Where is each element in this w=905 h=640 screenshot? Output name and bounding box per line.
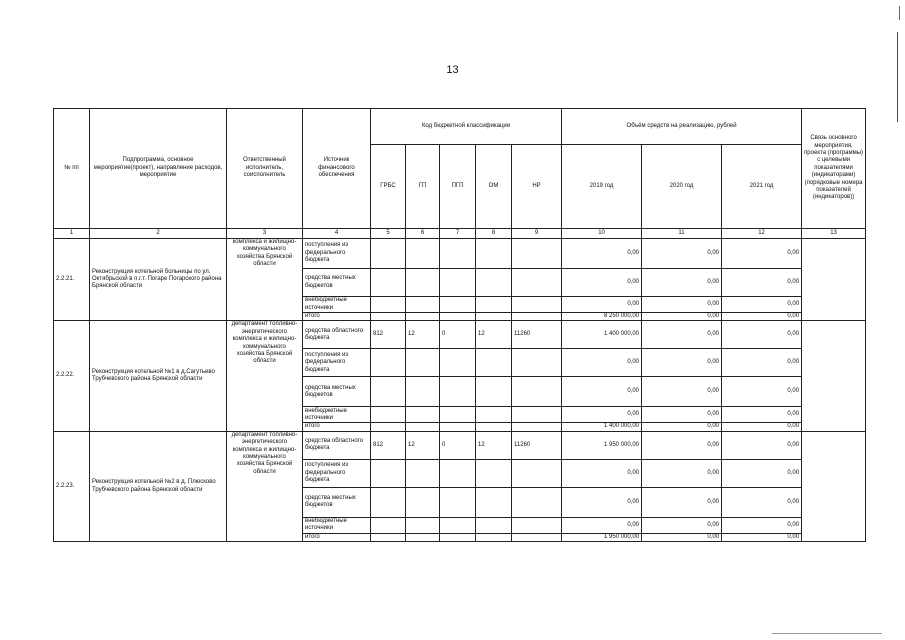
amount-2019-cell: 0,00 — [562, 407, 642, 423]
amount-2021-cell: 0,00 — [722, 377, 802, 407]
source-cell: средства местных бюджетов — [303, 377, 371, 407]
amount-2019-cell: 0,00 — [562, 459, 642, 487]
group-responsible: департамент топливно-энергетического комплекса и жилищно-коммунального хозяйства Брянской области — [227, 321, 303, 431]
amount-2020-cell: 0,00 — [642, 423, 722, 431]
header-gp: ГП — [406, 145, 440, 229]
amount-2020-cell: 0,00 — [642, 407, 722, 423]
source-cell: итого — [303, 313, 371, 321]
column-index: 8 — [476, 229, 512, 239]
amount-2019-cell: 1 950 000,00 — [562, 533, 642, 541]
header-2020: 2020 год — [642, 145, 722, 229]
om-cell: 12 — [476, 431, 512, 459]
pgp-cell — [440, 239, 476, 269]
amount-2021-cell: 0,00 — [722, 487, 802, 517]
pgp-cell — [440, 297, 476, 313]
table-header — [54, 109, 866, 239]
pgp-cell — [440, 377, 476, 407]
header-source: Источник финансового обеспечения — [303, 109, 371, 229]
group-responsible: комплекса и жилищно-коммунального хозяйства Брянской области — [227, 239, 303, 321]
scan-speck — [772, 633, 882, 634]
nr-cell — [512, 377, 562, 407]
column-index: 4 — [303, 229, 371, 239]
group-name: Реконструкция котельной №1 в д.Сагутьево Трубчевского района Брянской области — [90, 321, 227, 431]
table-row — [54, 431, 866, 459]
pgp-cell: 0 — [440, 431, 476, 459]
indicator-link-cell — [802, 239, 866, 321]
gp-cell: 12 — [406, 321, 440, 349]
grbs-cell — [371, 517, 406, 533]
om-cell: 12 — [476, 321, 512, 349]
om-cell — [476, 269, 512, 297]
grbs-cell — [371, 459, 406, 487]
nr-cell — [512, 269, 562, 297]
amount-2020-cell: 0,00 — [642, 459, 722, 487]
nr-cell — [512, 459, 562, 487]
amount-2019-cell: 8 250 000,00 — [562, 313, 642, 321]
gp-cell — [406, 349, 440, 377]
gp-cell — [406, 377, 440, 407]
gp-cell — [406, 517, 440, 533]
grbs-cell — [371, 487, 406, 517]
amount-2021-cell: 0,00 — [722, 321, 802, 349]
om-cell — [476, 349, 512, 377]
amount-2019-cell: 0,00 — [562, 487, 642, 517]
source-cell: внебюджетные источники — [303, 407, 371, 423]
source-cell: поступления из федерального бюджета — [303, 239, 371, 269]
header-volume: Объём средств на реализацию, рублей — [562, 109, 802, 145]
amount-2020-cell: 0,00 — [642, 349, 722, 377]
nr-cell: 11260 — [512, 321, 562, 349]
pgp-cell — [440, 349, 476, 377]
nr-cell — [512, 297, 562, 313]
amount-2019-cell: 1 400 000,00 — [562, 321, 642, 349]
header-subprogram: Подпрограмма, основное мероприятие(проект), направление расходов, мероприятие — [90, 109, 227, 229]
pgp-cell — [440, 269, 476, 297]
column-index: 6 — [406, 229, 440, 239]
gp-cell — [406, 407, 440, 423]
amount-2021-cell: 0,00 — [722, 459, 802, 487]
gp-cell — [406, 423, 440, 431]
source-cell: средства местных бюджетов — [303, 487, 371, 517]
nr-cell — [512, 313, 562, 321]
nr-cell — [512, 349, 562, 377]
pgp-cell — [440, 533, 476, 541]
column-index: 12 — [722, 229, 802, 239]
group-name: Реконструкция котельной больницы по ул. Октябрьской в п.г.т. Погаре Погарского района Брянской области — [90, 239, 227, 321]
header-om: ОМ — [476, 145, 512, 229]
column-index: 1 — [54, 229, 90, 239]
column-index: 13 — [802, 229, 866, 239]
grbs-cell — [371, 423, 406, 431]
grbs-cell — [371, 349, 406, 377]
amount-2020-cell: 0,00 — [642, 517, 722, 533]
column-index: 7 — [440, 229, 476, 239]
grbs-cell — [371, 377, 406, 407]
grbs-cell — [371, 297, 406, 313]
pgp-cell: 0 — [440, 321, 476, 349]
amount-2019-cell: 1 400 000,00 — [562, 423, 642, 431]
grbs-cell: 812 — [371, 431, 406, 459]
column-index: 10 — [562, 229, 642, 239]
pgp-cell — [440, 407, 476, 423]
source-cell: поступления из федерального бюджета — [303, 459, 371, 487]
group-number: 2.2.23. — [54, 431, 90, 541]
amount-2020-cell: 0,00 — [642, 239, 722, 269]
nr-cell: 11260 — [512, 431, 562, 459]
gp-cell — [406, 487, 440, 517]
amount-2019-cell: 1 950 000,00 — [562, 431, 642, 459]
indicator-link-cell — [802, 321, 866, 431]
gp-cell — [406, 313, 440, 321]
gp-cell — [406, 239, 440, 269]
pgp-cell — [440, 517, 476, 533]
column-index: 2 — [90, 229, 227, 239]
source-cell: внебюджетные источники — [303, 297, 371, 313]
gp-cell — [406, 459, 440, 487]
amount-2021-cell: 0,00 — [722, 297, 802, 313]
source-cell: поступления из федерального бюджета — [303, 349, 371, 377]
header-link: Связь основного мероприятия, проекта (программы) с целевыми показателями (индикаторами) (порядковые номера показателей (индикаторов)) — [802, 109, 866, 229]
om-cell — [476, 517, 512, 533]
header-2021: 2021 год — [722, 145, 802, 229]
table-row — [54, 239, 866, 269]
amount-2021-cell: 0,00 — [722, 431, 802, 459]
amount-2021-cell: 0,00 — [722, 239, 802, 269]
amount-2021-cell: 0,00 — [722, 269, 802, 297]
nr-cell — [512, 517, 562, 533]
scan-edge-mark — [897, 32, 898, 122]
amount-2019-cell: 0,00 — [562, 517, 642, 533]
nr-cell — [512, 407, 562, 423]
grbs-cell — [371, 313, 406, 321]
amount-2020-cell: 0,00 — [642, 487, 722, 517]
amount-2019-cell: 0,00 — [562, 297, 642, 313]
pgp-cell — [440, 423, 476, 431]
gp-cell — [406, 297, 440, 313]
column-index: 11 — [642, 229, 722, 239]
om-cell — [476, 459, 512, 487]
amount-2020-cell: 0,00 — [642, 533, 722, 541]
amount-2020-cell: 0,00 — [642, 297, 722, 313]
amount-2020-cell: 0,00 — [642, 431, 722, 459]
amount-2021-cell: 0,00 — [722, 517, 802, 533]
om-cell — [476, 533, 512, 541]
indicator-link-cell — [802, 431, 866, 541]
group-number: 2.2.21. — [54, 239, 90, 321]
grbs-cell — [371, 407, 406, 423]
header-nr: НР — [512, 145, 562, 229]
amount-2021-cell: 0,00 — [722, 407, 802, 423]
source-cell: итого — [303, 533, 371, 541]
amount-2020-cell: 0,00 — [642, 313, 722, 321]
gp-cell: 12 — [406, 431, 440, 459]
om-cell — [476, 407, 512, 423]
om-cell — [476, 297, 512, 313]
om-cell — [476, 423, 512, 431]
pgp-cell — [440, 459, 476, 487]
amount-2019-cell: 0,00 — [562, 269, 642, 297]
nr-cell — [512, 533, 562, 541]
source-cell: итого — [303, 423, 371, 431]
grbs-cell — [371, 269, 406, 297]
amount-2019-cell: 0,00 — [562, 239, 642, 269]
page-number: 13 — [446, 64, 459, 76]
header-grbs: ГРБС — [371, 145, 406, 229]
table-body — [54, 239, 866, 542]
om-cell — [476, 377, 512, 407]
table-row — [54, 321, 866, 349]
budget-table — [53, 108, 866, 542]
column-index-row — [54, 229, 866, 239]
amount-2021-cell: 0,00 — [722, 423, 802, 431]
amount-2021-cell: 0,00 — [722, 533, 802, 541]
om-cell — [476, 487, 512, 517]
group-name: Реконструкция котельной №2 в д. Плюсково Трубчевского района Брянской области — [90, 431, 227, 541]
header-pgp: ПГП — [440, 145, 476, 229]
group-responsible: департамент топливно-энергетического комплекса и жилищно-коммунального хозяйства Брянской области — [227, 431, 303, 541]
group-number: 2.2.22. — [54, 321, 90, 431]
amount-2021-cell: 0,00 — [722, 313, 802, 321]
source-cell: средства областного бюджета — [303, 431, 371, 459]
om-cell — [476, 239, 512, 269]
pgp-cell — [440, 487, 476, 517]
grbs-cell — [371, 533, 406, 541]
source-cell: внебюджетные источники — [303, 517, 371, 533]
gp-cell — [406, 533, 440, 541]
header-2019: 2019 год — [562, 145, 642, 229]
scan-edge-mark-top — [899, 6, 900, 20]
header-num: № пп — [54, 109, 90, 229]
amount-2020-cell: 0,00 — [642, 269, 722, 297]
amount-2019-cell: 0,00 — [562, 377, 642, 407]
om-cell — [476, 313, 512, 321]
column-index: 5 — [371, 229, 406, 239]
nr-cell — [512, 487, 562, 517]
amount-2019-cell: 0,00 — [562, 349, 642, 377]
nr-cell — [512, 423, 562, 431]
pgp-cell — [440, 313, 476, 321]
column-index: 3 — [227, 229, 303, 239]
gp-cell — [406, 269, 440, 297]
header-responsible: Ответственный исполнитель, соисполнитель — [227, 109, 303, 229]
source-cell: средства областного бюджета — [303, 321, 371, 349]
amount-2021-cell: 0,00 — [722, 349, 802, 377]
header-budget-code: Код бюджетной классификации — [371, 109, 562, 145]
amount-2020-cell: 0,00 — [642, 377, 722, 407]
column-index: 9 — [512, 229, 562, 239]
grbs-cell — [371, 239, 406, 269]
source-cell: средства местных бюджетов — [303, 269, 371, 297]
grbs-cell: 812 — [371, 321, 406, 349]
nr-cell — [512, 239, 562, 269]
amount-2020-cell: 0,00 — [642, 321, 722, 349]
